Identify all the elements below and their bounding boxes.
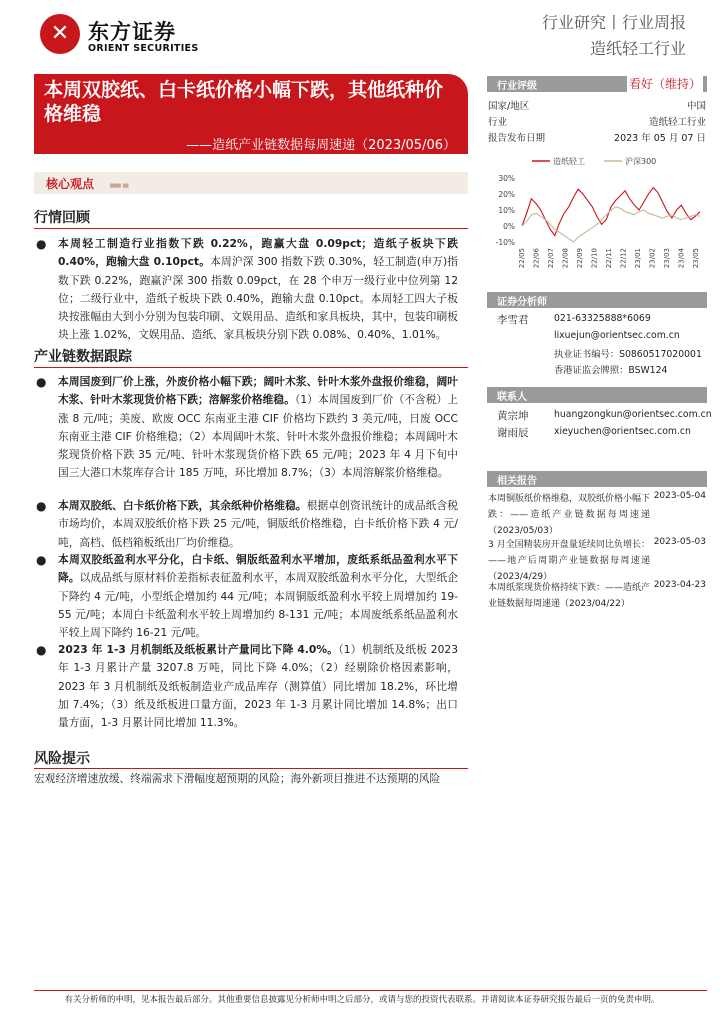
related-report-title[interactable]: 本周铜版纸价格维稳，双胶纸价格小幅下跌：——造纸产业链数据每周速递（2023/05/03） [488, 494, 651, 536]
section-chain-title: 产业链数据跟踪 [34, 349, 132, 365]
analyst-name: 李雪君 [497, 314, 529, 326]
contact-label: 联系人 [497, 392, 527, 403]
related-report-date: 2023-04-23 [653, 580, 706, 590]
footer-divider [34, 990, 707, 991]
info-key: 国家/地区 [488, 101, 530, 112]
chain-paragraph-4 [58, 641, 458, 732]
chain-bold-1: 本周国废到厂价上涨，外废价格小幅下跌；阔叶木浆、针叶木浆外盘报价维稳，阔叶木浆、针叶木浆现货价格下跌；溶解浆价格维稳。 [58, 375, 458, 407]
analyst-label: 证券分析师 [497, 297, 547, 308]
related-report-date: 2023-05-04 [653, 491, 706, 501]
chain-bold-3: 本周双胶纸盈利水平分化，白卡纸、铜版纸盈利水平增加，废纸系纸品盈利水平下降。 [58, 553, 458, 585]
y-tick-label: 20% [498, 190, 515, 199]
logo-mark-icon: ✕ [40, 14, 80, 54]
report-industry: 造纸轻工行业 [589, 39, 686, 58]
analyst-hk-license: 香港证监会牌照：BSW124 [554, 365, 668, 376]
bullet-icon: ● [36, 553, 47, 567]
x-tick-label: 22/08 [561, 248, 570, 269]
x-tick-label: 22/09 [576, 248, 584, 269]
chain-bold-2: 本周双胶纸、白卡纸价格下跌，其余纸种价格维稳。 [58, 499, 307, 512]
x-tick-label: 22/07 [547, 248, 555, 269]
y-tick-label: 0% [503, 222, 515, 231]
x-tick-label: 23/04 [677, 248, 686, 269]
x-tick-label: 22/11 [605, 248, 613, 269]
chain-paragraph-2 [58, 497, 458, 552]
info-value: 中国 [686, 101, 706, 112]
x-tick-label: 22/10 [590, 248, 599, 269]
contact-name: 黄宗坤 [497, 410, 529, 422]
analyst-header [487, 292, 707, 308]
chain-text-2: 根据卓创资讯统计的成品纸含税市场均价，本周双胶纸价格下跌 25 元/吨，铜版纸价格维稳，白卡纸价格下跌 4 元/吨，高档、低档箱板纸出厂均价维稳。 [58, 499, 458, 549]
related-label: 相关报告 [497, 476, 537, 487]
bullet-icon: ● [36, 375, 47, 389]
bullet-icon: ● [36, 237, 47, 251]
y-tick-label: 30% [498, 174, 515, 183]
performance-chart [488, 150, 710, 280]
footer-disclaimer: 有关分析师的申明，见本报告最后部分。其他重要信息披露见分析师申明之后部分，或请与您的投资代表联系。并请阅读本证券研究报告最后一页的免责申明。 [64, 995, 660, 1005]
info-key: 行业 [488, 117, 508, 128]
rating-value: 看好（维持） [628, 77, 701, 91]
report-category: 行业研究丨行业周报 [541, 13, 686, 32]
related-report-title[interactable]: 3 月全国精装房开盘量延续同比负增长：——地产后周期产业链数据每周速递（2023/4/29） [488, 540, 650, 582]
bullet-icon: ● [36, 643, 47, 657]
market-text: 本周沪深 300 指数下跌 0.30%，轻工制造(申万)指数下跌 0.22%，跑赢沪深 300 指数 0.09pct，在 28 个申万一级行业中位列第 12 位；二级行业中，造纸子板块下跌 0.40%，跑输大盘 0.10pct。本周轻工四大子板块按涨幅由大到小分别为包装印刷、文娱用品、造纸和家具板块，其中，包装印刷板块上涨 1.02%，文娱用品、造纸、家具板块分别下跌 0.08%、0.40%、1.01%。 [58, 255, 458, 342]
info-key: 报告发布日期 [488, 133, 546, 144]
bullet-icon: ● [36, 499, 47, 513]
x-tick-label: 23/01 [634, 248, 642, 269]
chain-bold-4: 2023 年 1-3 月机制纸及纸板累计产量同比下降 4.0%。 [58, 643, 339, 656]
chain-text-4: （1）机制纸及纸板 2023 年 1-3 月累计产量 3207.8 万吨，同比下降 4.0%；（2）经剔除价格因素影响，2023 年 3 月机制纸及纸板制造业产成品库存（测算值）同比增加 18.2%，环比增加 7.4%；（3）纸及纸板进口量方面，2023 年 1-3 月累计同比增加 14.8%；出口量方面，1-3 月累计同比增加 11.3%。 [58, 643, 458, 730]
title-banner [34, 74, 468, 154]
section-divider [34, 228, 468, 229]
market-bold: 本周轻工制造行业指数下跌 0.22%，跑赢大盘 0.09pct；造纸子板块下跌 0.40%，跑输大盘 0.10pct。 [58, 237, 458, 269]
related-header [487, 471, 707, 487]
analyst-email[interactable]: lixuejun@orientsec.com.cn [554, 330, 680, 341]
contact-header [487, 387, 707, 403]
chain-paragraph-1 [58, 373, 458, 483]
report-title: 本周双胶纸、白卡纸价格小幅下跌，其他纸种价格维稳 [44, 79, 444, 125]
rating-header [487, 76, 707, 92]
related-report-title[interactable]: 本周纸浆现货价格持续下跌：——造纸产业链数据每周速递（2023/04/22） [488, 583, 651, 609]
y-tick-label: -10% [495, 238, 515, 247]
section-risk-title: 风险提示 [34, 751, 90, 767]
chain-paragraph-3 [58, 551, 458, 642]
core-view-header [34, 172, 468, 194]
legend-label-0: 造纸轻工 [553, 157, 585, 166]
x-tick-label: 23/02 [648, 248, 657, 269]
risk-text: 宏观经济增速放缓、终端需求下滑幅度超预期的风险；海外新项目推进不达预期的风险 [34, 772, 441, 785]
info-value: 造纸轻工行业 [648, 117, 706, 128]
logo-cn: 东方证券 [88, 20, 176, 44]
contact-name: 谢雨辰 [497, 427, 529, 439]
section-divider [34, 367, 468, 368]
core-view-dots: ▄▄ ▄ [110, 180, 129, 188]
x-tick-label: 22/05 [518, 248, 526, 269]
contact-email[interactable]: huangzongkun@orientsec.com.cn [554, 409, 712, 420]
core-view-label: 核心观点 [46, 177, 95, 191]
related-report-date: 2023-05-03 [653, 537, 706, 547]
chain-text-3: 以成品纸与原材料价差指标表征盈利水平，本周双胶纸盈利水平分化，大型纸企下降约 4 元/吨，小型纸企增加约 44 元/吨；本周铜版纸盈利水平较上周增加约 19-55 元/吨；本周白卡纸盈利水平较上周增加约 8-131 元/吨；本周废纸系纸品盈利水平较上周下降约 16-21 元/吨。 [58, 571, 458, 640]
legend-label-1: 沪深300 [625, 157, 657, 166]
x-tick-label: 23/03 [663, 248, 671, 269]
x-tick-label: 22/06 [532, 248, 541, 269]
section-divider [34, 768, 468, 769]
x-tick-label: 23/05 [692, 248, 700, 269]
report-subtitle: ——造纸产业链数据每周速递（2023/05/06） [186, 138, 456, 153]
analyst-cert: 执业证书编号：S0860517020001 [554, 349, 702, 360]
company-logo [40, 14, 210, 60]
info-value: 2023 年 05 月 07 日 [614, 133, 706, 144]
analyst-phone: 021-63325888*6069 [554, 313, 651, 324]
y-tick-label: 10% [498, 206, 515, 215]
section-market-title: 行情回顾 [34, 210, 90, 226]
contact-email[interactable]: xieyuchen@orientsec.com.cn [554, 426, 691, 437]
series-line-1 [522, 207, 700, 242]
rating-label: 行业评级 [497, 81, 537, 92]
x-tick-label: 22/12 [619, 248, 628, 269]
logo-en: ORIENT SECURITIES [88, 43, 199, 54]
market-paragraph [58, 235, 458, 345]
series-line-0 [522, 188, 700, 236]
chain-text-1: （1）本周国废到厂价（不含税）上涨 8 元/吨；美废、欧废 OCC 东南亚主港 CIF 价格均下跌约 3 美元/吨，日废 OCC 东南亚主港 CIF 价格维稳；（2）本周阔叶木浆、针叶木浆外盘报价维稳；本周阔叶木浆现货价格下跌 35 元/吨、针叶木浆现货价格下跌 65 元/吨；2023 年 4 月下旬中国三大港口木浆库存合计 185 万吨，环比增加 8.7%；（3）本周溶解浆价格维稳。 [58, 393, 458, 480]
